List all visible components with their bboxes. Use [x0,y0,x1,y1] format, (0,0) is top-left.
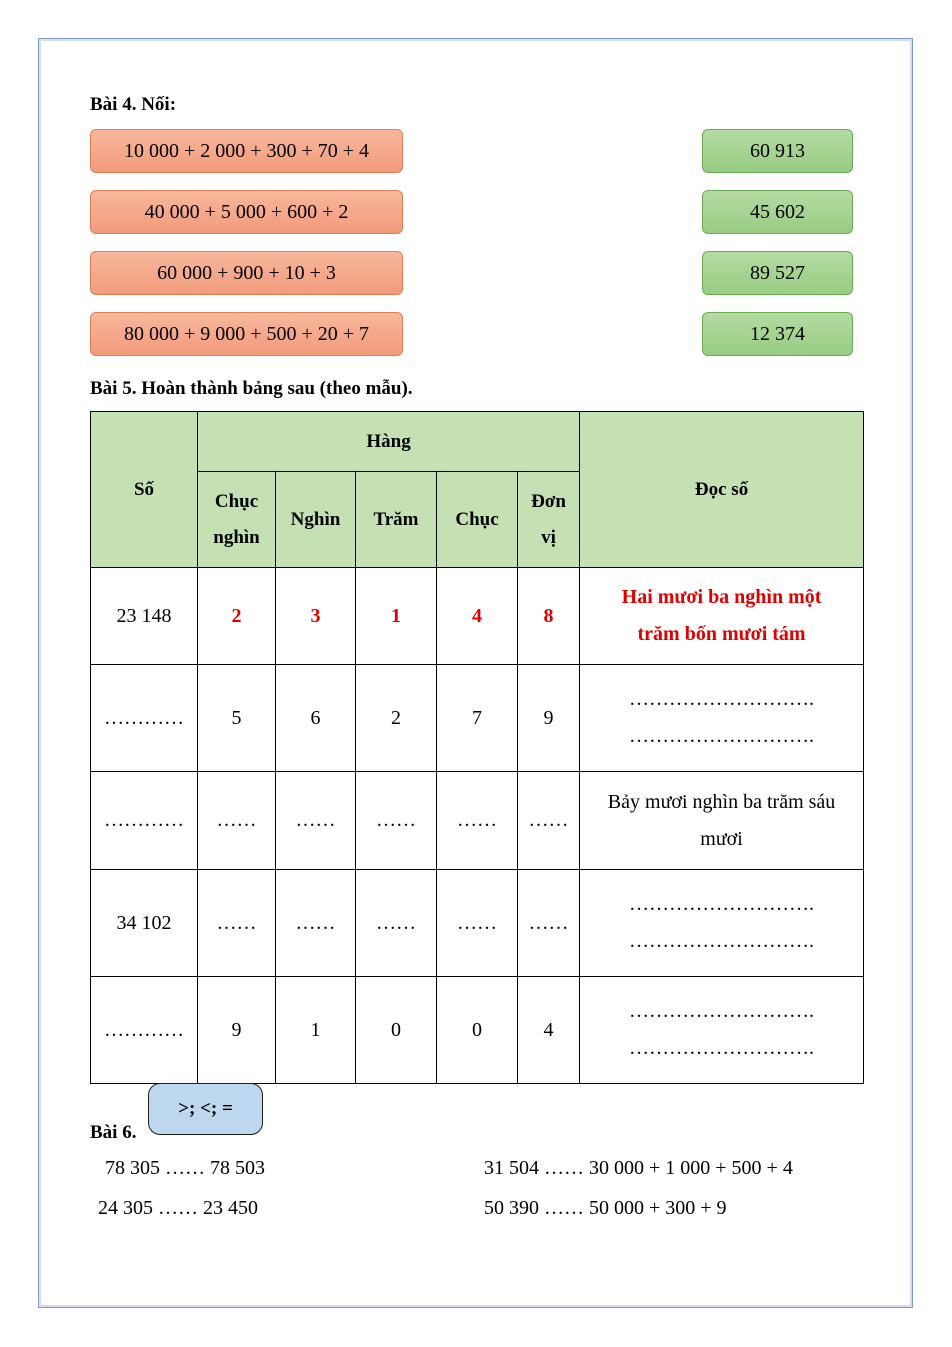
cell-digit: 0 [437,977,518,1084]
cell-digit[interactable]: …… [356,772,437,870]
cell-doc-so[interactable]: ………………………. ………………………. [580,977,864,1084]
cell-doc-so[interactable]: ………………………. ………………………. [580,870,864,977]
header-chuc: Chục [437,472,518,568]
match-left-2[interactable]: 40 000 + 5 000 + 600 + 2 [90,190,403,234]
compare-item-4[interactable]: 50 390 …… 50 000 + 300 + 9 [484,1197,727,1219]
table-row [91,870,864,977]
compare-item-3[interactable]: 24 305 …… 23 450 [98,1197,258,1219]
bai6-heading: Bài 6. [90,1122,137,1143]
cell-digit: 2 [198,568,276,665]
bai5-heading: Bài 5. Hoàn thành bảng sau (theo mẫu). [90,378,413,399]
cell-digit: 2 [356,665,437,772]
match-right-1[interactable]: 60 913 [702,129,853,173]
cell-digit: 9 [198,977,276,1084]
match-right-3[interactable]: 89 527 [702,251,853,295]
cell-digit[interactable]: …… [437,870,518,977]
cell-doc-so[interactable]: ………………………. ………………………. [580,665,864,772]
compare-item-1[interactable]: 78 305 …… 78 503 [105,1157,265,1179]
bai4-heading: Bài 4. Nối: [90,94,177,115]
match-left-3[interactable]: 60 000 + 900 + 10 + 3 [90,251,403,295]
table-row [91,772,864,870]
cell-digit: 3 [276,568,356,665]
header-don-vi: Đơn vị [518,472,580,568]
match-right-4[interactable]: 12 374 [702,312,853,356]
cell-so[interactable]: ………… [91,665,198,772]
cell-digit: 4 [437,568,518,665]
cell-digit[interactable]: …… [198,772,276,870]
cell-digit[interactable]: …… [518,870,580,977]
cell-digit: 5 [198,665,276,772]
cell-digit: 9 [518,665,580,772]
cell-digit: 6 [276,665,356,772]
cell-digit: 8 [518,568,580,665]
header-hang: Hàng [198,412,580,472]
table-row [91,568,864,665]
cell-digit: 7 [437,665,518,772]
cell-so[interactable]: ………… [91,977,198,1084]
cell-digit: 1 [276,977,356,1084]
cell-digit[interactable]: …… [276,772,356,870]
compare-item-2[interactable]: 31 504 …… 30 000 + 1 000 + 500 + 4 [484,1157,793,1179]
header-tram: Trăm [356,472,437,568]
cell-digit[interactable]: …… [356,870,437,977]
place-value-table [90,411,864,1084]
cell-digit: 1 [356,568,437,665]
comparison-symbols-bubble: >; <; = [148,1083,263,1135]
cell-digit[interactable]: …… [276,870,356,977]
table-row [91,977,864,1084]
table-row [91,665,864,772]
match-left-1[interactable]: 10 000 + 2 000 + 300 + 70 + 4 [90,129,403,173]
header-so: Số [91,412,198,568]
cell-digit: 4 [518,977,580,1084]
cell-doc-so: Bảy mươi nghìn ba trăm sáu mươi [580,772,864,870]
match-right-2[interactable]: 45 602 [702,190,853,234]
header-nghin: Nghìn [276,472,356,568]
header-doc-so: Đọc số [580,412,864,568]
cell-digit[interactable]: …… [437,772,518,870]
cell-digit[interactable]: …… [198,870,276,977]
cell-digit[interactable]: …… [518,772,580,870]
cell-so: 23 148 [91,568,198,665]
cell-digit: 0 [356,977,437,1084]
match-left-4[interactable]: 80 000 + 9 000 + 500 + 20 + 7 [90,312,403,356]
header-chuc-nghin: Chục nghìn [198,472,276,568]
cell-doc-so: Hai mươi ba nghìn một trăm bốn mươi tám [580,568,864,665]
cell-so: 34 102 [91,870,198,977]
cell-so[interactable]: ………… [91,772,198,870]
